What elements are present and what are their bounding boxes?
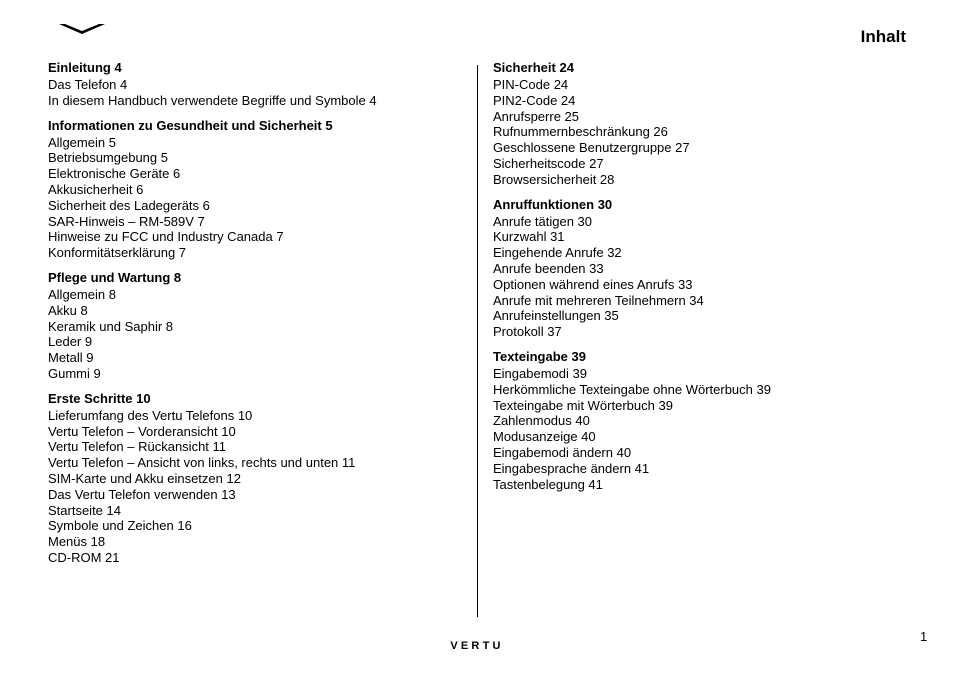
toc-entry[interactable]: Modusanzeige 40 — [493, 429, 596, 445]
toc-entry[interactable]: Browsersicherheit 28 — [493, 171, 615, 187]
toc-entry[interactable]: Keramik und Saphir 8 — [48, 318, 174, 334]
column-divider — [477, 65, 478, 617]
toc-entry[interactable]: Akkusicherheit 6 — [48, 181, 144, 197]
toc-entry[interactable]: Kurzwahl 31 — [493, 229, 565, 245]
toc-entry[interactable]: Rufnummernbeschränkung 26 — [493, 124, 668, 140]
toc-entry[interactable]: Konformitätserklärung 7 — [48, 245, 187, 261]
toc-section — [48, 269, 468, 382]
toc-entry[interactable]: Metall 9 — [48, 350, 94, 366]
toc-entry[interactable]: Protokoll 37 — [493, 324, 562, 340]
toc-right-column — [493, 59, 913, 500]
toc-entry[interactable]: Gummi 9 — [48, 365, 101, 381]
toc-entry[interactable]: Lieferumfang des Vertu Telefons 10 — [48, 407, 253, 423]
toc-entry[interactable]: Geschlossene Benutzergruppe 27 — [493, 140, 690, 156]
toc-entry[interactable]: Menüs 18 — [48, 534, 106, 550]
toc-entry[interactable]: Eingabemodi 39 — [493, 365, 587, 381]
toc-entry[interactable]: Allgemein 5 — [48, 134, 116, 150]
toc-entry[interactable]: Eingehende Anrufe 32 — [493, 245, 622, 261]
toc-section — [48, 390, 468, 566]
toc-entry[interactable]: Anrufe mit mehreren Teilnehmern 34 — [493, 292, 704, 308]
toc-entry[interactable]: Vertu Telefon – Rückansicht 11 — [48, 439, 227, 455]
footer-brand: VERTU — [450, 640, 504, 652]
toc-entry[interactable]: Eingabemodi ändern 40 — [493, 444, 632, 460]
toc-entry[interactable]: Anrufe tätigen 30 — [493, 213, 593, 229]
toc-entry[interactable]: SIM-Karte und Akku einsetzen 12 — [48, 470, 241, 486]
toc-entry[interactable]: Leder 9 — [48, 334, 93, 350]
toc-section-heading[interactable]: Einleitung 4 — [48, 60, 122, 75]
toc-entry[interactable]: Tastenbelegung 41 — [493, 476, 603, 492]
toc-section — [493, 348, 913, 492]
toc-entry[interactable]: Vertu Telefon – Ansicht von links, rechts und unten 11 — [48, 455, 356, 471]
toc-entry[interactable]: Betriebsumgebung 5 — [48, 150, 168, 166]
toc-entry[interactable]: Texteingabe mit Wörterbuch 39 — [493, 397, 673, 413]
toc-entry[interactable]: Sicherheitscode 27 — [493, 155, 604, 171]
page-title: Inhalt — [860, 27, 906, 46]
toc-entry[interactable]: Das Telefon 4 — [48, 77, 128, 92]
toc-entry[interactable]: Sicherheit des Ladegeräts 6 — [48, 197, 210, 213]
toc-entry[interactable]: Herkömmliche Texteingabe ohne Wörterbuch 39 — [493, 381, 771, 397]
toc-section-heading[interactable]: Erste Schritte 10 — [48, 390, 151, 406]
toc-entry[interactable]: Elektronische Geräte 6 — [48, 166, 181, 182]
toc-entry[interactable]: PIN-Code 24 — [493, 77, 569, 92]
toc-section-heading[interactable]: Informationen zu Gesundheit und Sicherheit 5 — [48, 117, 333, 133]
toc-section — [48, 59, 468, 109]
toc-entry[interactable]: Akku 8 — [48, 302, 88, 318]
toc-entry[interactable]: SAR-Hinweis – RM-589V 7 — [48, 213, 205, 229]
toc-entry[interactable]: Vertu Telefon – Vorderansicht 10 — [48, 423, 236, 439]
toc-section-heading[interactable]: Pflege und Wartung 8 — [48, 269, 182, 285]
page-number: 1 — [920, 629, 928, 644]
toc-entry[interactable]: CD-ROM 21 — [48, 549, 120, 565]
toc-entry[interactable]: Zahlenmodus 40 — [493, 413, 590, 429]
toc-entry[interactable]: Anrufeinstellungen 35 — [493, 308, 619, 324]
toc-section — [493, 59, 913, 188]
toc-section — [493, 196, 913, 340]
toc-entry[interactable]: In diesem Handbuch verwendete Begriffe und Symbole 4 — [48, 92, 377, 108]
toc-entry[interactable]: Symbole und Zeichen 16 — [48, 518, 192, 534]
toc-entry[interactable]: Hinweise zu FCC und Industry Canada 7 — [48, 229, 284, 245]
toc-entry[interactable]: Anrufe beenden 33 — [493, 260, 604, 276]
toc-entry[interactable]: Allgemein 8 — [48, 286, 116, 302]
toc-section-heading[interactable]: Texteingabe 39 — [493, 348, 586, 364]
toc-entry[interactable]: Das Vertu Telefon verwenden 13 — [48, 486, 236, 502]
vertu-v-logo-icon — [59, 23, 105, 35]
toc-section-heading[interactable]: Sicherheit 24 — [493, 60, 574, 75]
toc-entry[interactable]: Startseite 14 — [48, 502, 121, 518]
toc-section — [48, 117, 468, 261]
toc-entry[interactable]: Anrufsperre 25 — [493, 108, 579, 124]
toc-entry[interactable]: Eingabesprache ändern 41 — [493, 460, 650, 476]
toc-entry[interactable]: Optionen während eines Anrufs 33 — [493, 276, 693, 292]
toc-left-column — [48, 59, 468, 574]
toc-section-heading[interactable]: Anruffunktionen 30 — [493, 196, 613, 212]
toc-entry[interactable]: PIN2-Code 24 — [493, 92, 576, 108]
